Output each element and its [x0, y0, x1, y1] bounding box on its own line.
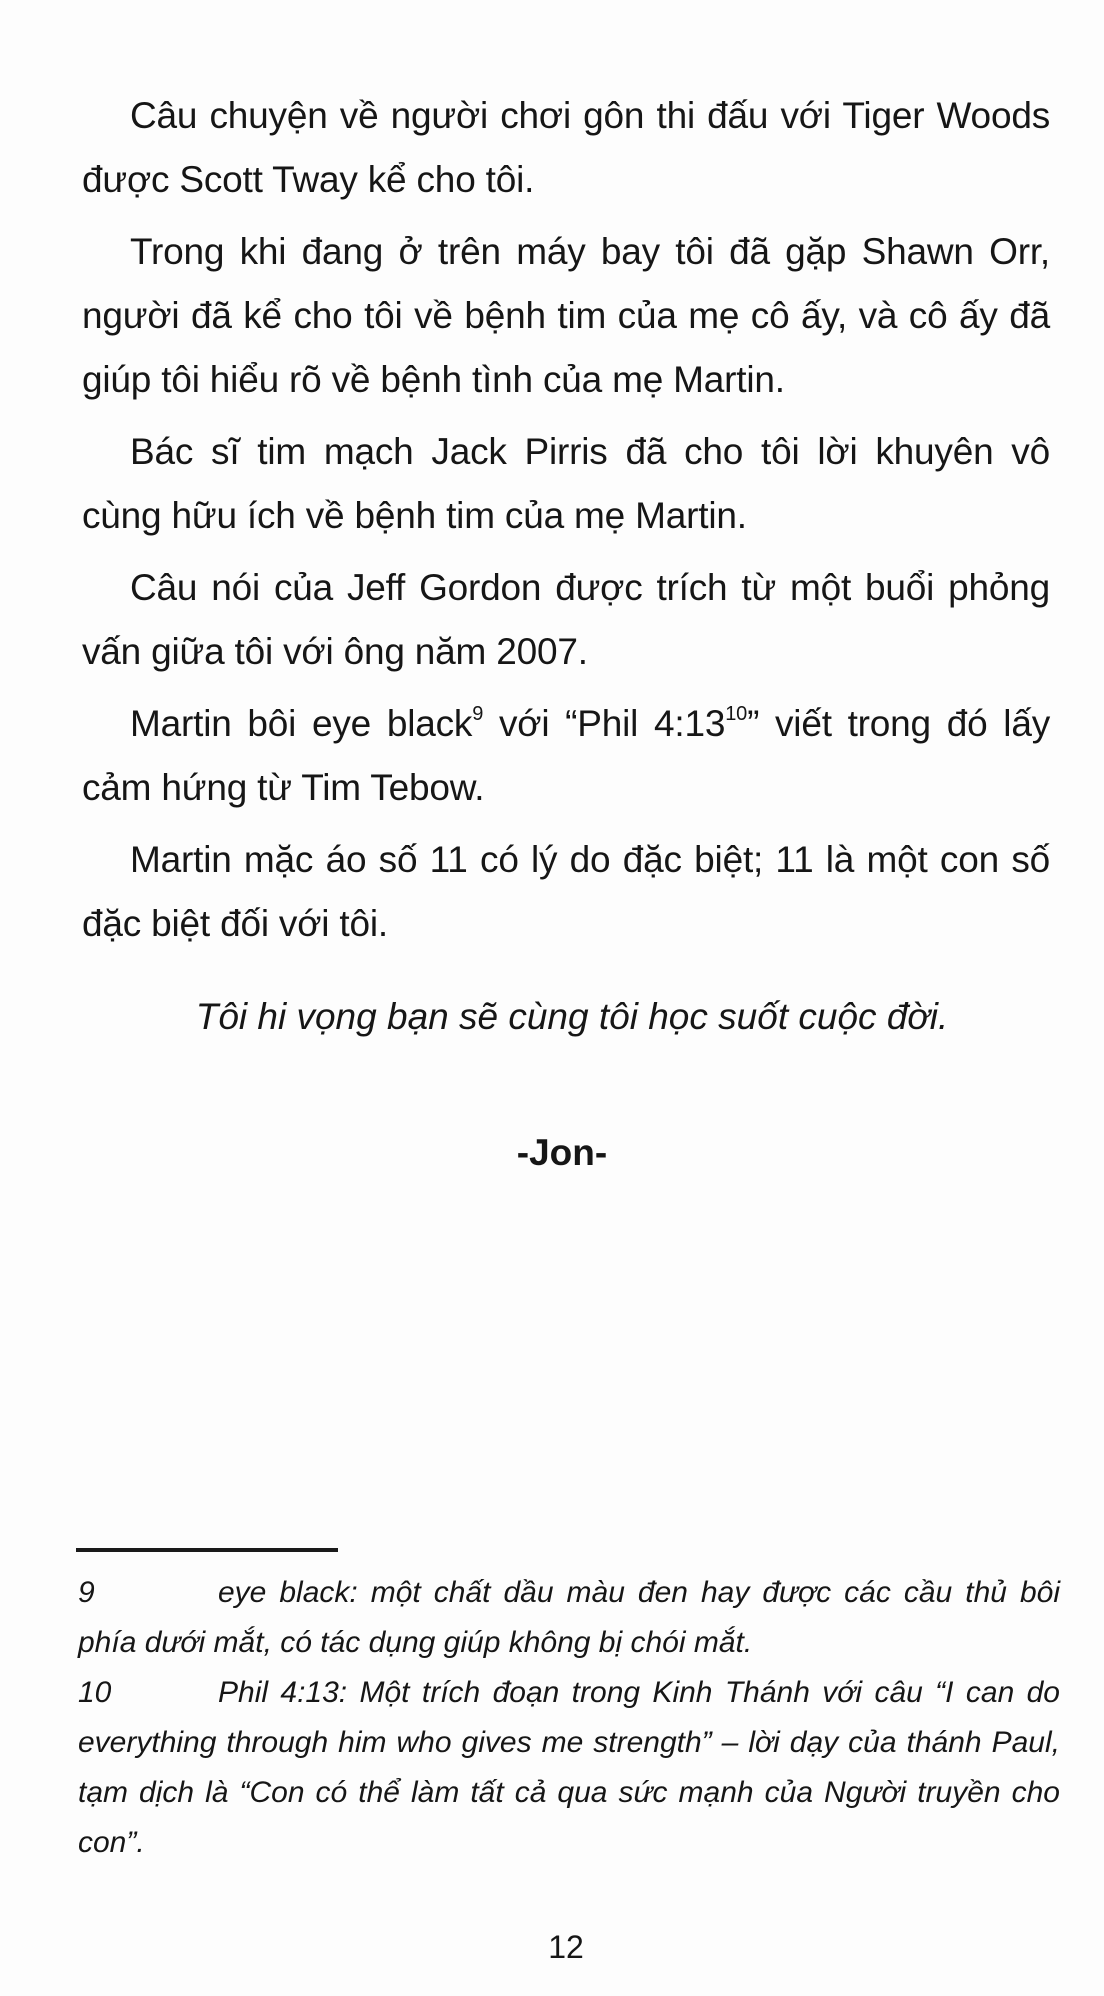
- author-signature: -Jon-: [516, 1132, 608, 1173]
- closing-quote: Tôi hi vọng bạn sẽ cùng tôi học suốt cuộc đời.: [195, 996, 949, 1037]
- main-text: [82, 84, 1050, 964]
- footnote-10: [78, 1668, 1060, 1868]
- footnote-number: 10: [78, 1676, 112, 1709]
- paragraph-1: Câu chuyện về người chơi gôn thi đấu với Tiger Woods được Scott Tway kể cho tôi.: [82, 95, 1050, 200]
- footnote-ref-10: 10: [725, 703, 748, 725]
- footnote-divider: [76, 1548, 338, 1552]
- paragraph-2: Trong khi đang ở trên máy bay tôi đã gặp Shawn Orr, người đã kể cho tôi về bệnh tim của mẹ cô ấy, và cô ấy đã giúp tôi hiểu rõ về bệnh tình của mẹ Martin.: [82, 231, 1050, 400]
- footnote-text: eye black: một chất dầu màu đen hay được các cầu thủ bôi phía dưới mắt, có tác dụng giúp không bị chói mắt.: [78, 1576, 1060, 1659]
- footnotes: [78, 1568, 1060, 1868]
- page-number: 12: [548, 1929, 584, 1965]
- footnote-number: 9: [78, 1576, 95, 1609]
- paragraph-5-text-a: Martin bôi eye black: [130, 703, 473, 744]
- footnote-9: [78, 1568, 1060, 1668]
- paragraph-6: Martin mặc áo số 11 có lý do đặc biệt; 11 là một con số đặc biệt đối với tôi.: [82, 839, 1050, 944]
- paragraph-4: Câu nói của Jeff Gordon được trích từ một buổi phỏng vấn giữa tôi với ông năm 2007.: [82, 567, 1050, 672]
- paragraph-5-text-b: với “Phil 4:13: [483, 703, 726, 744]
- paragraph-3: Bác sĩ tim mạch Jack Pirris đã cho tôi lời khuyên vô cùng hữu ích về bệnh tim của mẹ Martin.: [82, 431, 1050, 536]
- paragraph-5-text-c: ” viết trong đó lấy cảm hứng từ Tim Tebow.: [82, 703, 1050, 808]
- footnote-ref-9: 9: [472, 703, 484, 725]
- footnote-text: Phil 4:13: Một trích đoạn trong Kinh Thánh với câu “I can do everything through him who gives me strength” – lời dạy của thánh Paul, tạm dịch là “Con có thể làm tất cả qua sức mạnh của Người truyền cho con”.: [78, 1676, 1060, 1859]
- paragraph-5: [82, 692, 1050, 820]
